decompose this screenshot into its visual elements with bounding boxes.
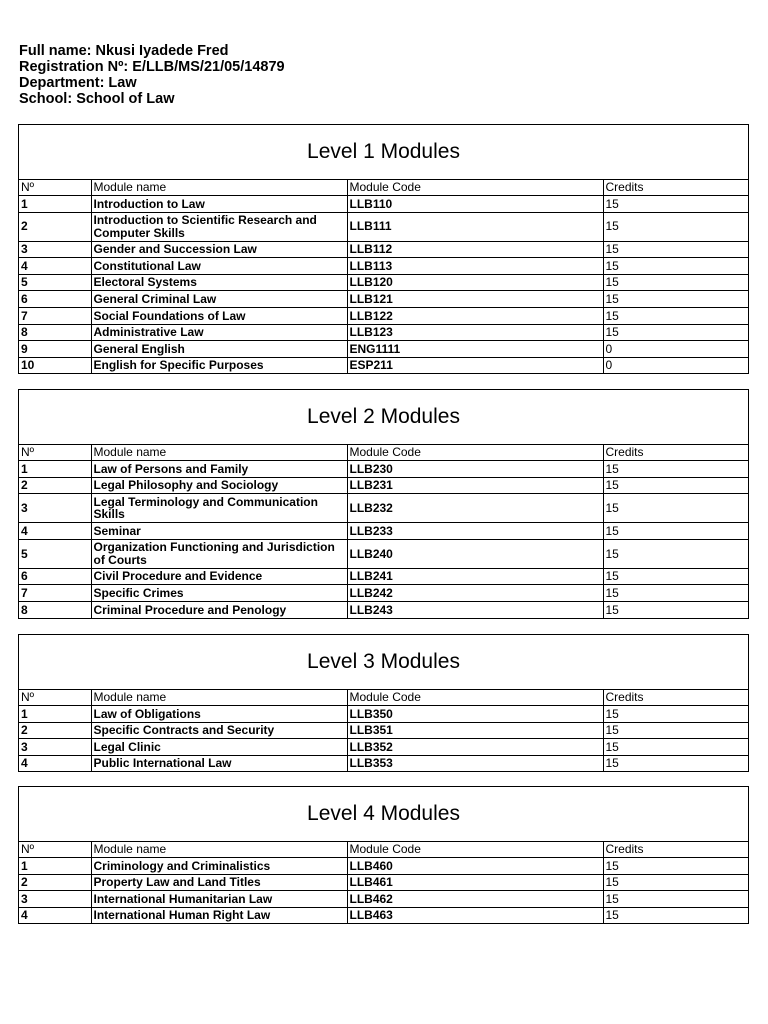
- module-code-cell: LLB350: [347, 706, 603, 723]
- table-row: [19, 212, 748, 241]
- table-row: [19, 755, 748, 771]
- table-row: [19, 461, 748, 478]
- table-row: [19, 258, 748, 275]
- table-row: [19, 907, 748, 923]
- module-name-cell: International Humanitarian Law: [91, 891, 347, 908]
- module-name-cell: Electoral Systems: [91, 274, 347, 291]
- module-code-cell: LLB230: [347, 461, 603, 478]
- module-code-cell: LLB240: [347, 539, 603, 568]
- module-credits-cell: 15: [603, 739, 748, 756]
- table-row: [19, 858, 748, 875]
- table-row: [19, 196, 748, 213]
- module-no-cell: 5: [19, 539, 91, 568]
- column-header-credits: Credits: [603, 690, 748, 706]
- module-name-cell: Gender and Succession Law: [91, 241, 347, 258]
- module-code-cell: ENG1111: [347, 341, 603, 358]
- module-code-cell: LLB460: [347, 858, 603, 875]
- module-no-cell: 7: [19, 585, 91, 602]
- module-code-cell: LLB232: [347, 494, 603, 523]
- student-full-name: Full name: Nkusi Iyadede Fred: [19, 43, 229, 59]
- module-code-cell: LLB110: [347, 196, 603, 213]
- module-name-cell: Public International Law: [91, 755, 347, 771]
- module-no-cell: 9: [19, 341, 91, 358]
- table-row: [19, 341, 748, 358]
- column-header-credits: Credits: [603, 445, 748, 461]
- module-code-cell: LLB461: [347, 874, 603, 891]
- table-row: [19, 324, 748, 341]
- module-name-cell: Social Foundations of Law: [91, 307, 347, 324]
- column-header-name: Module name: [91, 690, 347, 706]
- module-no-cell: 6: [19, 291, 91, 308]
- level-title: Level 2 Modules: [19, 390, 748, 445]
- module-no-cell: 4: [19, 523, 91, 540]
- module-name-cell: English for Specific Purposes: [91, 357, 347, 373]
- column-header-no: Nº: [19, 842, 91, 858]
- module-name-cell: Organization Functioning and Jurisdiction of Courts: [91, 539, 347, 568]
- module-code-cell: LLB231: [347, 477, 603, 494]
- table-row: [19, 568, 748, 585]
- module-name-cell: Legal Terminology and Communication Skills: [91, 494, 347, 523]
- module-code-cell: LLB241: [347, 568, 603, 585]
- column-header-credits: Credits: [603, 842, 748, 858]
- table-row: [19, 874, 748, 891]
- table-row: [19, 739, 748, 756]
- module-credits-cell: 15: [603, 291, 748, 308]
- module-code-cell: LLB112: [347, 241, 603, 258]
- column-header-name: Module name: [91, 842, 347, 858]
- module-credits-cell: 15: [603, 858, 748, 875]
- module-no-cell: 3: [19, 739, 91, 756]
- table-row: [19, 357, 748, 373]
- column-header-name: Module name: [91, 445, 347, 461]
- module-credits-cell: 15: [603, 722, 748, 739]
- module-name-cell: International Human Right Law: [91, 907, 347, 923]
- module-name-cell: Law of Persons and Family: [91, 461, 347, 478]
- module-code-cell: LLB353: [347, 755, 603, 771]
- module-name-cell: Seminar: [91, 523, 347, 540]
- module-no-cell: 1: [19, 461, 91, 478]
- module-credits-cell: 15: [603, 907, 748, 923]
- module-name-cell: Constitutional Law: [91, 258, 347, 275]
- module-credits-cell: 15: [603, 523, 748, 540]
- table-row: [19, 601, 748, 617]
- column-header-no: Nº: [19, 445, 91, 461]
- table-row: [19, 307, 748, 324]
- table-row: [19, 494, 748, 523]
- module-no-cell: 2: [19, 212, 91, 241]
- column-header-no: Nº: [19, 180, 91, 196]
- level-3-section: [18, 634, 749, 772]
- level-1-section: [18, 124, 749, 374]
- module-name-cell: General Criminal Law: [91, 291, 347, 308]
- module-credits-cell: 15: [603, 241, 748, 258]
- level-title: Level 3 Modules: [19, 635, 748, 690]
- table-header-row: [19, 690, 748, 706]
- column-header-code: Module Code: [347, 690, 603, 706]
- module-name-cell: Law of Obligations: [91, 706, 347, 723]
- module-code-cell: LLB352: [347, 739, 603, 756]
- table-row: [19, 274, 748, 291]
- column-header-name: Module name: [91, 180, 347, 196]
- table-row: [19, 241, 748, 258]
- module-credits-cell: 15: [603, 461, 748, 478]
- module-name-cell: Introduction to Law: [91, 196, 347, 213]
- module-no-cell: 2: [19, 874, 91, 891]
- module-no-cell: 8: [19, 601, 91, 617]
- module-no-cell: 2: [19, 477, 91, 494]
- modules-table: [19, 180, 748, 373]
- student-school: School: School of Law: [19, 91, 175, 107]
- module-credits-cell: 15: [603, 891, 748, 908]
- modules-table: [19, 842, 748, 923]
- student-info: [19, 43, 285, 107]
- module-credits-cell: 15: [603, 212, 748, 241]
- table-row: [19, 706, 748, 723]
- module-credits-cell: 15: [603, 601, 748, 617]
- module-no-cell: 4: [19, 258, 91, 275]
- table-row: [19, 722, 748, 739]
- module-code-cell: LLB122: [347, 307, 603, 324]
- table-header-row: [19, 180, 748, 196]
- modules-table: [19, 445, 748, 618]
- column-header-code: Module Code: [347, 842, 603, 858]
- module-credits-cell: 0: [603, 357, 748, 373]
- table-row: [19, 523, 748, 540]
- module-code-cell: LLB233: [347, 523, 603, 540]
- module-credits-cell: 15: [603, 258, 748, 275]
- table-header-row: [19, 445, 748, 461]
- table-row: [19, 539, 748, 568]
- module-name-cell: General English: [91, 341, 347, 358]
- module-code-cell: LLB113: [347, 258, 603, 275]
- module-name-cell: Property Law and Land Titles: [91, 874, 347, 891]
- module-credits-cell: 15: [603, 539, 748, 568]
- modules-table: [19, 690, 748, 771]
- table-row: [19, 585, 748, 602]
- module-no-cell: 3: [19, 494, 91, 523]
- module-no-cell: 4: [19, 755, 91, 771]
- module-no-cell: 8: [19, 324, 91, 341]
- column-header-code: Module Code: [347, 180, 603, 196]
- module-code-cell: LLB120: [347, 274, 603, 291]
- table-header-row: [19, 842, 748, 858]
- module-credits-cell: 15: [603, 874, 748, 891]
- module-credits-cell: 15: [603, 585, 748, 602]
- student-registration: Registration Nº: E/LLB/MS/21/05/14879: [19, 59, 285, 75]
- module-code-cell: LLB351: [347, 722, 603, 739]
- module-code-cell: LLB121: [347, 291, 603, 308]
- level-title: Level 1 Modules: [19, 125, 748, 180]
- module-code-cell: LLB462: [347, 891, 603, 908]
- module-name-cell: Legal Philosophy and Sociology: [91, 477, 347, 494]
- module-credits-cell: 15: [603, 324, 748, 341]
- module-credits-cell: 15: [603, 755, 748, 771]
- module-no-cell: 7: [19, 307, 91, 324]
- module-credits-cell: 15: [603, 477, 748, 494]
- level-4-section: [18, 786, 749, 924]
- module-credits-cell: 15: [603, 706, 748, 723]
- module-code-cell: LLB111: [347, 212, 603, 241]
- module-no-cell: 2: [19, 722, 91, 739]
- module-name-cell: Legal Clinic: [91, 739, 347, 756]
- module-credits-cell: 15: [603, 494, 748, 523]
- module-code-cell: LLB243: [347, 601, 603, 617]
- module-code-cell: LLB123: [347, 324, 603, 341]
- module-no-cell: 3: [19, 241, 91, 258]
- module-name-cell: Civil Procedure and Evidence: [91, 568, 347, 585]
- module-credits-cell: 15: [603, 196, 748, 213]
- module-name-cell: Criminal Procedure and Penology: [91, 601, 347, 617]
- module-no-cell: 3: [19, 891, 91, 908]
- column-header-no: Nº: [19, 690, 91, 706]
- module-name-cell: Specific Contracts and Security: [91, 722, 347, 739]
- table-row: [19, 477, 748, 494]
- module-name-cell: Introduction to Scientific Research and Computer Skills: [91, 212, 347, 241]
- module-no-cell: 4: [19, 907, 91, 923]
- module-credits-cell: 0: [603, 341, 748, 358]
- column-header-code: Module Code: [347, 445, 603, 461]
- module-name-cell: Administrative Law: [91, 324, 347, 341]
- level-2-section: [18, 389, 749, 619]
- module-code-cell: LLB463: [347, 907, 603, 923]
- column-header-credits: Credits: [603, 180, 748, 196]
- table-row: [19, 891, 748, 908]
- module-name-cell: Criminology and Criminalistics: [91, 858, 347, 875]
- module-credits-cell: 15: [603, 274, 748, 291]
- module-code-cell: ESP211: [347, 357, 603, 373]
- student-department: Department: Law: [19, 75, 137, 91]
- module-no-cell: 5: [19, 274, 91, 291]
- module-credits-cell: 15: [603, 307, 748, 324]
- level-title: Level 4 Modules: [19, 787, 748, 842]
- module-name-cell: Specific Crimes: [91, 585, 347, 602]
- module-no-cell: 1: [19, 706, 91, 723]
- module-no-cell: 10: [19, 357, 91, 373]
- module-no-cell: 1: [19, 196, 91, 213]
- module-no-cell: 6: [19, 568, 91, 585]
- table-row: [19, 291, 748, 308]
- module-credits-cell: 15: [603, 568, 748, 585]
- module-code-cell: LLB242: [347, 585, 603, 602]
- module-no-cell: 1: [19, 858, 91, 875]
